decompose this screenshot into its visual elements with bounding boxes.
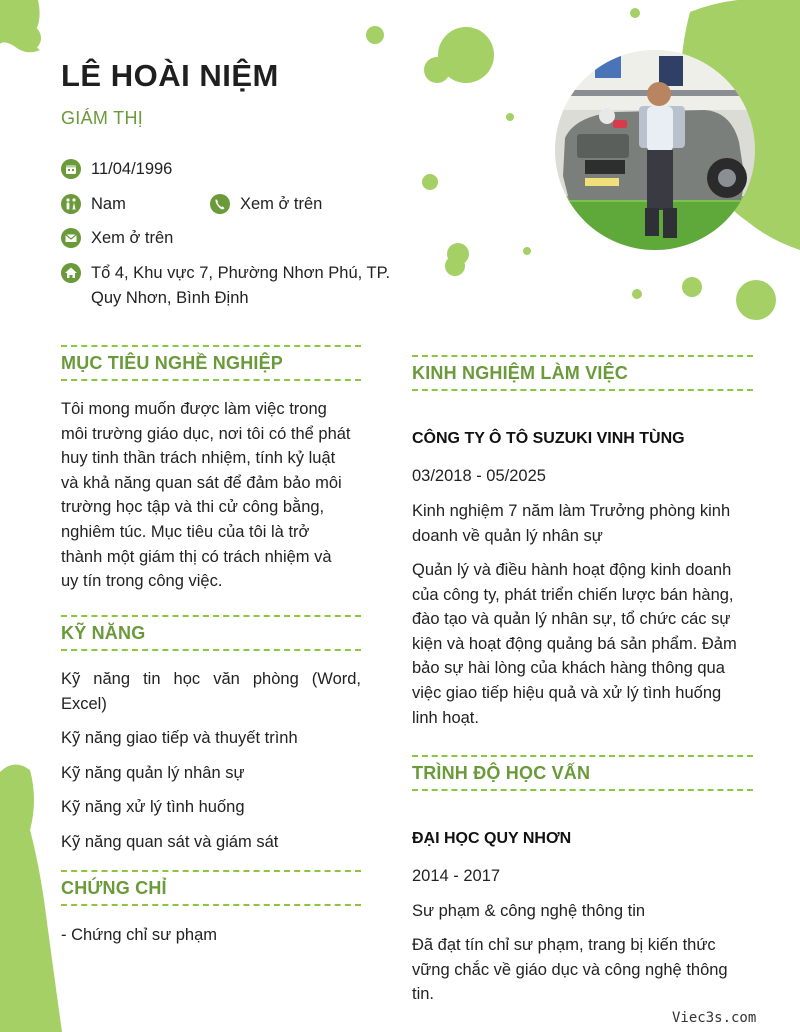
- footer-watermark: Viec3s.com: [672, 1010, 757, 1026]
- objective-line: trường học tập và thi cử công bằng,: [61, 498, 325, 517]
- address-line-2: Quy Nhơn, Bình Định: [91, 289, 249, 307]
- education-heading: [412, 755, 753, 791]
- experience-summary-line: doanh về quản lý nhân sự: [412, 526, 603, 545]
- gender-icon: [61, 194, 81, 214]
- education-detail-line: Đã đạt tín chỉ sư phạm, trang bị kiến thức: [412, 936, 716, 954]
- certificate-item: - Chứng chỉ sư phạm: [61, 926, 217, 944]
- skills-list: [61, 667, 361, 855]
- certificates-heading: [61, 870, 361, 906]
- skill-item: Kỹ năng quản lý nhân sự: [61, 763, 245, 782]
- objective-line: thành một giám thị có trách nhiệm và: [61, 547, 332, 566]
- gender-row: [61, 192, 126, 217]
- education-detail: [412, 933, 757, 1007]
- objective-line: huy tinh thần trách nhiệm, tính kỷ luật: [61, 449, 336, 468]
- objective-paragraph: [61, 397, 361, 594]
- experience-summary: [412, 499, 757, 548]
- objective-line: Tôi mong muốn được làm việc trong: [61, 400, 327, 418]
- experience-detail-line: đào tạo và quản lý nhân sự, tổ chức các sự: [412, 610, 731, 629]
- skill-item: Kỹ năng tin học văn phòng (Word,: [61, 670, 361, 688]
- address-line-1: Tổ 4, Khu vực 7, Phường Nhơn Phú, TP.: [91, 264, 391, 282]
- education-major: Sư phạm & công nghệ thông tin: [412, 902, 646, 920]
- email-row: [61, 226, 173, 251]
- education-period: 2014 - 2017: [412, 867, 501, 885]
- education-heading-text: TRÌNH ĐỘ HỌC VẤN: [412, 763, 591, 783]
- school-name: ĐẠI HỌC QUY NHƠN: [412, 830, 572, 847]
- gender-text: Nam: [91, 195, 126, 213]
- profile-photo: [555, 50, 755, 250]
- education-detail-line: vững chắc về giáo dục và công nghệ thông: [412, 960, 728, 979]
- certificates-list: [61, 923, 361, 948]
- email-icon: [61, 228, 81, 248]
- experience-detail: [412, 558, 757, 730]
- objective-line: môi trường giáo dục, nơi tôi có thể phát: [61, 424, 351, 443]
- skill-item: Kỹ năng xử lý tình huống: [61, 798, 245, 817]
- skill-item: Kỹ năng giao tiếp và thuyết trình: [61, 729, 298, 748]
- phone-text[interactable]: Xem ở trên: [240, 195, 323, 213]
- experience-heading: [412, 355, 753, 391]
- objective-line: nghiêm túc. Mục tiêu của tôi là trở: [61, 522, 310, 541]
- experience-period: 03/2018 - 05/2025: [412, 467, 546, 485]
- address-text: [91, 261, 390, 311]
- objective-heading-text: MỤC TIÊU NGHỀ NGHIỆP: [61, 353, 284, 373]
- skill-item: Excel): [61, 694, 107, 713]
- objective-line: uy tín trong công việc.: [61, 572, 223, 591]
- objective-line: và khả năng quan sát để đảm bảo môi: [61, 473, 342, 492]
- experience-heading-text: KINH NGHIỆM LÀM VIỆC: [412, 363, 629, 383]
- experience-summary-line: Kinh nghiệm 7 năm làm Trưởng phòng kinh: [412, 502, 731, 520]
- email-text[interactable]: Xem ở trên: [91, 229, 174, 247]
- phone-icon: [210, 194, 230, 214]
- education-detail-line: tin.: [412, 985, 435, 1004]
- birthday-text: 11/04/1996: [91, 160, 173, 178]
- candidate-name: LÊ HOÀI NIỆM: [61, 58, 279, 93]
- experience-detail-line: của công ty, phát triển chiến lược bán hàng,: [412, 585, 734, 604]
- experience-detail-line: bảo sự hài lòng của khách hàng thông qua: [412, 659, 725, 678]
- certificates-heading-text: CHỨNG CHỈ: [61, 878, 167, 898]
- company-name: CÔNG TY Ô TÔ SUZUKI VINH TÙNG: [412, 430, 685, 447]
- calendar-icon: [61, 159, 81, 179]
- skill-item: Kỹ năng quan sát và giám sát: [61, 832, 279, 851]
- experience-detail-line: việc giao tiếp hiệu quả và xử lý tình huống: [412, 683, 722, 702]
- home-icon: [61, 263, 81, 283]
- objective-heading: [61, 345, 361, 381]
- phone-row: [210, 192, 322, 217]
- skills-heading: [61, 615, 361, 651]
- birthday-row: [61, 157, 172, 182]
- experience-detail-line: Quản lý và điều hành hoạt động kinh doanh: [412, 561, 732, 579]
- experience-detail-line: kiện và hoạt động quảng bá sản phẩm. Đảm: [412, 634, 737, 653]
- job-title: GIÁM THỊ: [61, 108, 144, 128]
- skills-heading-text: KỸ NĂNG: [61, 623, 146, 643]
- address-row: [61, 261, 390, 311]
- experience-detail-line: linh hoạt.: [412, 708, 479, 727]
